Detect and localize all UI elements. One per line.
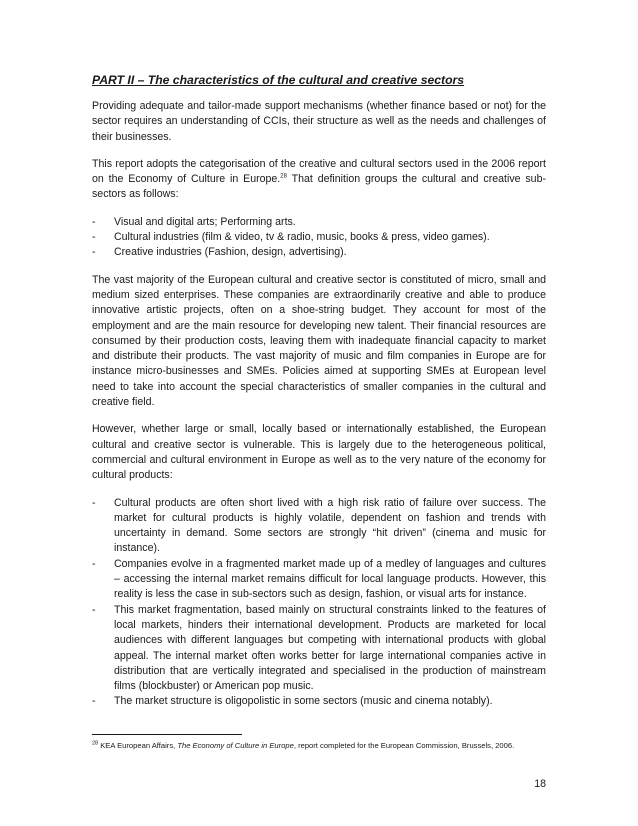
section-heading: PART II – The characteristics of the cultural and creative sectors [92, 73, 465, 87]
list-item [92, 230, 546, 245]
footnote-title: The Economy of Culture in Europe [177, 741, 294, 750]
list-item-text: Visual and digital arts; Performing arts. [114, 215, 296, 228]
list-item [92, 245, 546, 260]
dash-bullet: - [92, 246, 96, 259]
list-item-text: Companies evolve in a fragmented market made up of a medley of languages and cultures – accessing the internal market remains difficult for local language products. However, this reality is less the case in sub-sectors such as design, fashion, or visual arts for instance. [114, 557, 546, 601]
dash-bullet: - [92, 557, 96, 570]
page-number: 18 [534, 778, 546, 790]
dash-bullet: - [92, 603, 96, 616]
list-item [92, 496, 546, 557]
list-item [92, 694, 546, 709]
paragraph-intro: Providing adequate and tailor-made support mechanisms (whether finance based or not) for the sector requires an understanding of CCIs, their structure as well as the needs and challenges of their businesses. [92, 100, 546, 143]
footnote-reference[interactable]: 28 [280, 173, 287, 180]
list-item-text: The market structure is oligopolistic in some sectors (music and cinema notably). [114, 695, 493, 708]
sub-sector-list [92, 215, 546, 261]
list-item-text: Creative industries (Fashion, design, advertising). [114, 246, 347, 259]
footnote-separator [92, 734, 242, 735]
paragraph-smes: The vast majority of the European cultural and creative sector is constituted of micro, small and medium sized enterprises. These companies are extraordinarily creative and able to produce innovative artistic projects, often on a shoe-string budget. They account for most of the employment and are the main resource for developing new talent. Their financial resources are consumed by their production costs, leaving them with inadequate financial capacity to market and distribute their products. The vast majority of music and film companies in Europe are for instance micro-businesses and SMEs. Policies aimed at supporting SMEs at European level need to take into account the special characteristics of smaller companies in the cultural and creative field. [92, 273, 546, 409]
list-item-text: Cultural products are often short lived with a high risk ratio of failure over success. The market for cultural products is highly volatile, dependent on fashion and trends with uncertainty in demand. Some sectors are strongly “hit driven” (cinema and music for instance). [114, 496, 546, 555]
dash-bullet: - [92, 215, 96, 228]
list-item-text: Cultural industries (film & video, tv & radio, music, books & press, video games). [114, 231, 490, 244]
footnote-number: 28 [92, 740, 99, 747]
paragraph-vulnerability: However, whether large or small, locally based or internationally established, the European cultural and creative sector is vulnerable. This is largely due to the heterogeneous political, commercial and cultural environment in Europe as well as to the very nature of the economy for cultural products: [92, 423, 546, 482]
list-item-text: This market fragmentation, based mainly on structural constraints linked to the features of local markets, hinders their international development. Products are marketed for local audiences with different languages but competing with international products with global appeal. The internal market often works better for large international companies active in distribution that are vertically integrated and specialised in the production of mainstream films (blockbuster) or American pop music. [114, 603, 546, 693]
list-item [92, 215, 546, 230]
paragraph-categorisation-text: This report adopts the categorisation of the creative and cultural sectors used in the 2006 report on the Economy of Culture in Europe. [92, 157, 546, 186]
list-item [92, 557, 546, 603]
page-body [92, 72, 546, 722]
paragraph-categorisation [92, 157, 546, 203]
vulnerability-list [92, 496, 546, 710]
footnote-text-end: , report completed for the European Commission, Brussels, 2006. [293, 741, 515, 750]
dash-bullet: - [92, 496, 96, 509]
footnote-text: KEA European Affairs, [98, 741, 178, 750]
list-item [92, 603, 546, 695]
dash-bullet: - [92, 695, 96, 708]
dash-bullet: - [92, 231, 96, 244]
paragraph-categorisation-text-end: That definition groups the cultural and creative sub-sectors as follows: [92, 173, 546, 201]
footnote [92, 741, 546, 751]
